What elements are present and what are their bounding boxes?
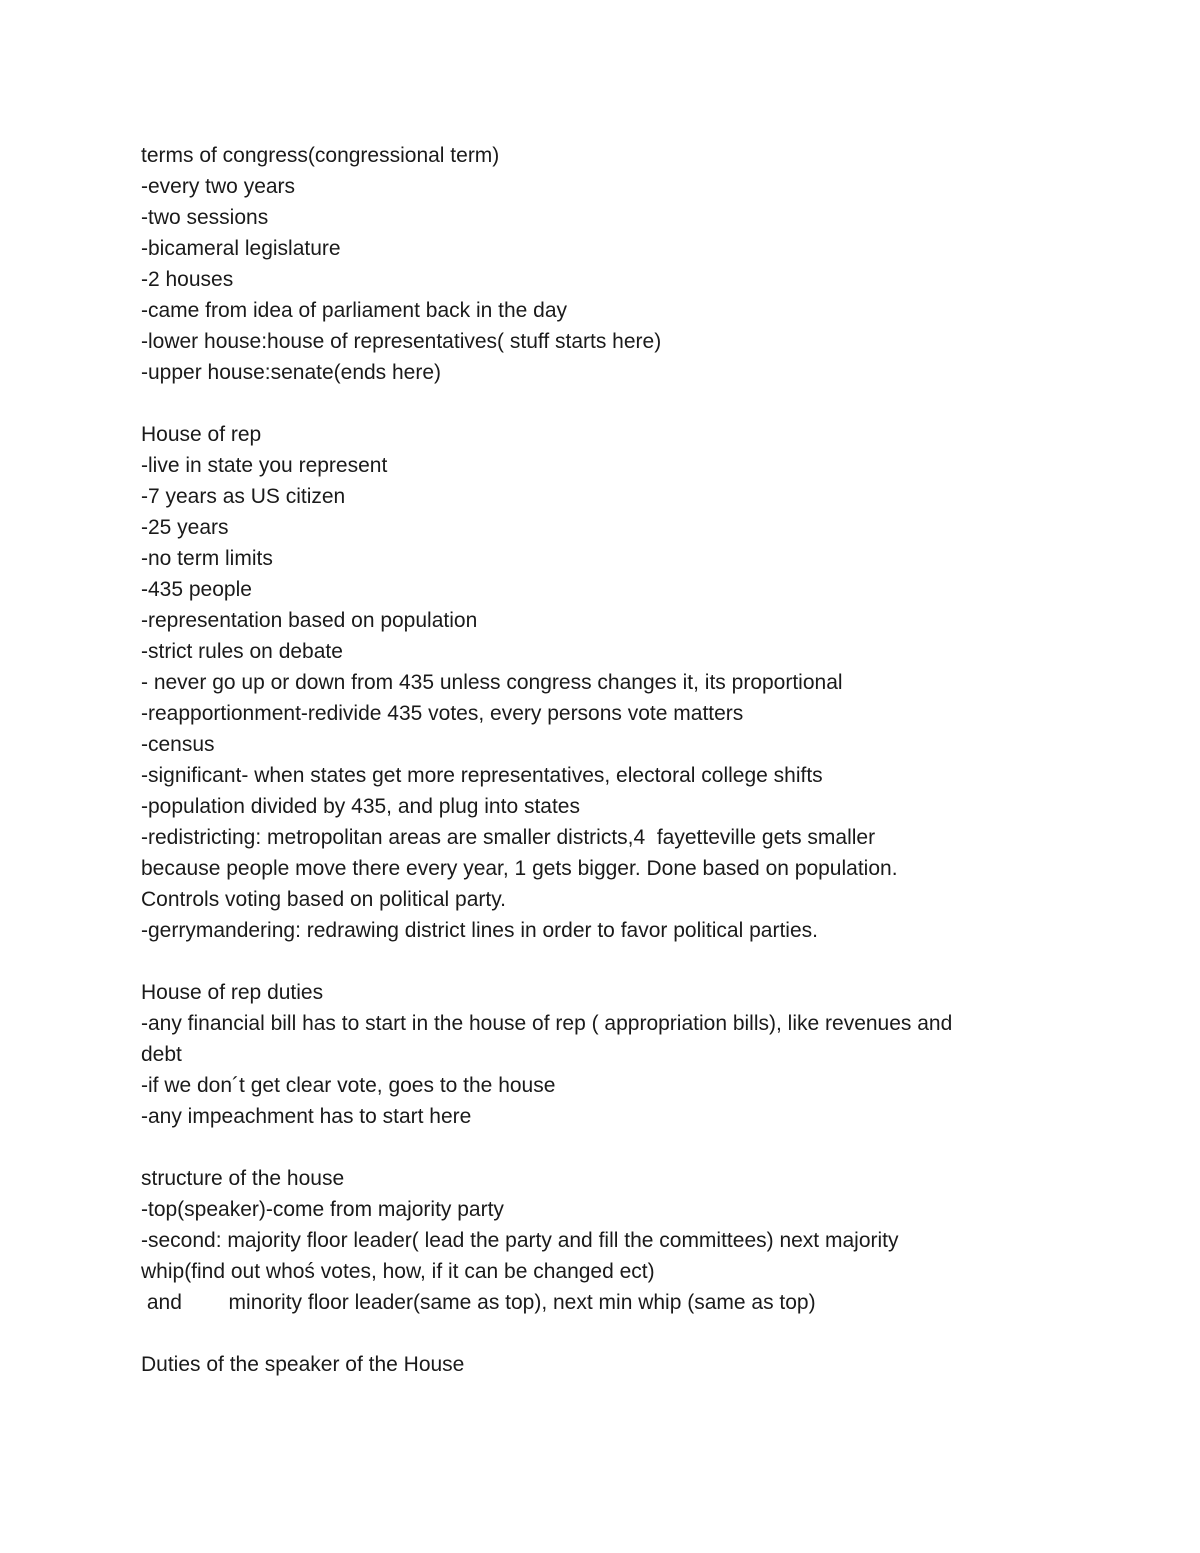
- note-line: -second: majority floor leader( lead the party and fill the committees) next majority: [141, 1229, 899, 1252]
- section-heading-terms-of-congress: terms of congress(congressional term): [141, 144, 500, 167]
- note-line: -25 years: [141, 516, 229, 539]
- note-line: -upper house:senate(ends here): [141, 361, 442, 384]
- document-page: [141, 140, 1101, 1380]
- note-line: -population divided by 435, and plug into states: [141, 795, 580, 818]
- note-line: -live in state you represent: [141, 454, 388, 477]
- note-line: -census: [141, 733, 215, 756]
- blank-line: [141, 1318, 1101, 1349]
- section-heading-house-of-rep: House of rep: [141, 423, 262, 446]
- note-line: and minority floor leader(same as top), next min whip (same as top): [141, 1291, 816, 1314]
- note-line: because people move there every year, 1 gets bigger. Done based on population.: [141, 857, 898, 880]
- note-line: -significant- when states get more representatives, electoral college shifts: [141, 764, 823, 787]
- blank-line: [141, 946, 1101, 977]
- section-heading-duties-of-the-speaker: Duties of the speaker of the House: [141, 1353, 465, 1376]
- note-line: -any financial bill has to start in the house of rep ( appropriation bills), like revenues and: [141, 1012, 953, 1035]
- blank-line: [141, 1132, 1101, 1163]
- note-line: -came from idea of parliament back in the day: [141, 299, 568, 322]
- note-line: -bicameral legislature: [141, 237, 341, 260]
- note-line: -representation based on population: [141, 609, 478, 632]
- note-line: -any impeachment has to start here: [141, 1105, 472, 1128]
- note-line: -lower house:house of representatives( stuff starts here): [141, 330, 662, 353]
- note-line: -if we don´t get clear vote, goes to the house: [141, 1074, 556, 1097]
- section-heading-structure-of-the-house: structure of the house: [141, 1167, 345, 1190]
- note-line: -two sessions: [141, 206, 269, 229]
- note-line: debt: [141, 1043, 182, 1066]
- note-line: whip(find out whoś votes, how, if it can be changed ect): [141, 1260, 655, 1283]
- note-line: -every two years: [141, 175, 296, 198]
- note-line: -no term limits: [141, 547, 273, 570]
- note-line: -reapportionment-redivide 435 votes, every persons vote matters: [141, 702, 744, 725]
- section-heading-house-of-rep-duties: House of rep duties: [141, 981, 324, 1004]
- note-line: -top(speaker)-come from majority party: [141, 1198, 504, 1221]
- blank-line: [141, 388, 1101, 419]
- note-line: -435 people: [141, 578, 252, 601]
- note-line: -redistricting: metropolitan areas are smaller districts,4 fayetteville gets smaller: [141, 826, 876, 849]
- note-line: -strict rules on debate: [141, 640, 343, 663]
- note-line: -7 years as US citizen: [141, 485, 346, 508]
- note-line: -2 houses: [141, 268, 234, 291]
- note-line: Controls voting based on political party.: [141, 888, 506, 911]
- note-line: -gerrymandering: redrawing district lines in order to favor political parties.: [141, 919, 818, 942]
- note-line: - never go up or down from 435 unless congress changes it, its proportional: [141, 671, 843, 694]
